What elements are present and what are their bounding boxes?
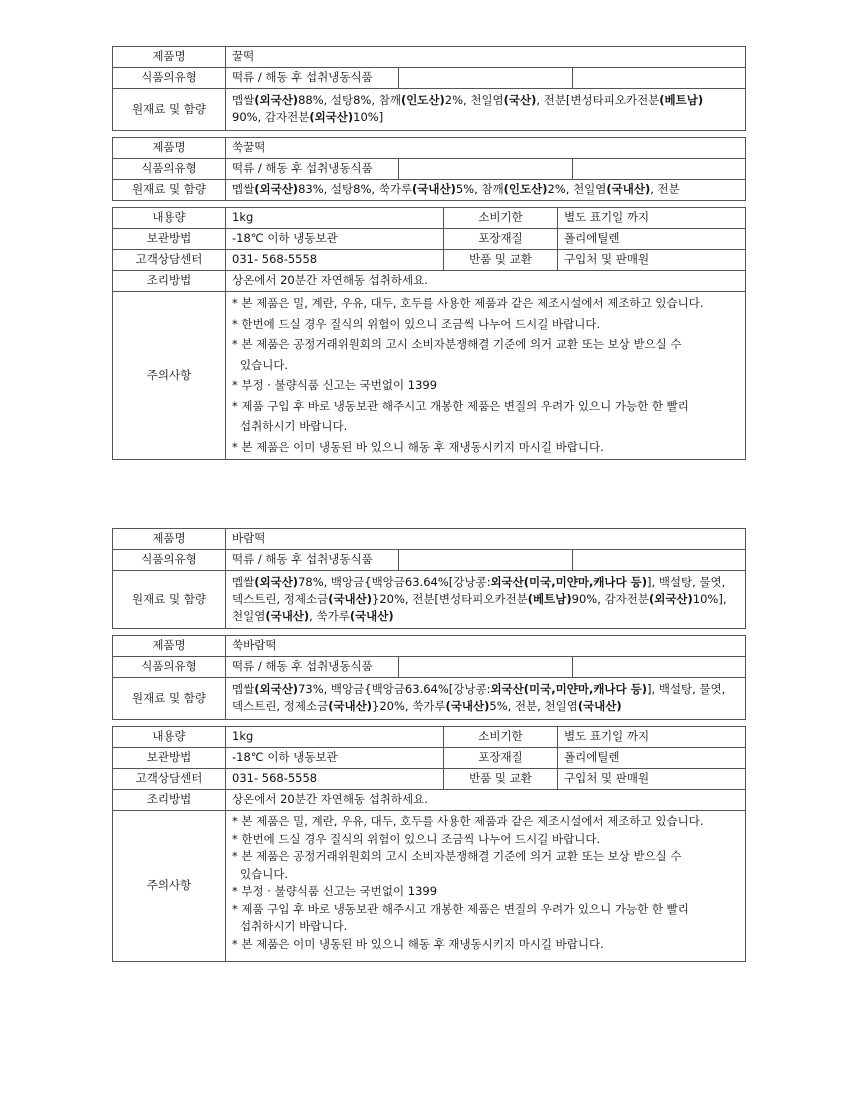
ingredients-label: 원재료 및 함량 [113,571,226,629]
product-name-label: 제품명 [113,47,226,68]
expiry-label: 소비기한 [444,727,558,748]
ingredients-value: 멥쌀(외국산)78%, 백앙금{백앙금63.64%[강낭콩:외국산(미국,미얀마,캐나다 등)], 백설탕, 물엿, 덱스트린, 정제소금(국내산)}20%, 전분[변성타피오카전분(베트남)90%, 감자전분(외국산)10%], 천일염(국내산), 쑥가루(국내산) [226,571,746,629]
customer-center-label: 고객상담센터 [113,250,226,271]
volume-label: 내용량 [113,727,226,748]
caution-notes [226,292,746,460]
product-name-label: 제품명 [113,529,226,550]
label-sheet-2 [112,528,746,962]
cooking-value: 상온에서 20분간 자연해동 섭취하세요. [226,790,746,811]
expiry-value: 별도 표기일 까지 [558,727,746,748]
empty-cell [399,159,572,180]
product-table-ssukggultteok [112,137,746,201]
customer-center-label: 고객상담센터 [113,769,226,790]
product-name-value: 쑥꿀떡 [226,138,746,159]
return-label: 반품 및 교환 [444,250,558,271]
product-name-label: 제품명 [113,636,226,657]
storage-label: 보관방법 [113,229,226,250]
caution-note: * 부정 · 불량식품 신고는 국번없이 1399 [232,884,438,898]
empty-cell [399,657,572,678]
caution-note-continued: 섭취하시기 바랍니다. [240,419,348,433]
food-type-value: 떡류 / 해동 후 섭취냉동식품 [226,68,399,89]
caution-note: * 한번에 드실 경우 질식의 위험이 있으니 조금씩 나누어 드시길 바랍니다. [232,831,601,846]
ingredients-value: 멥쌀(외국산)88%, 설탕8%, 참깨(인도산)2%, 천일염(국산), 전분[변성타피오카전분(베트남) 90%, 감자전분(외국산)10%] [226,89,746,131]
cooking-label: 조리방법 [113,271,226,292]
food-type-label: 식품의유형 [113,68,226,89]
caution-note: * 본 제품은 밀, 계란, 우유, 대두, 호두를 사용한 제품과 같은 제조시설에서 제조하고 있습니다. [232,296,704,310]
product-name-value: 바람떡 [226,529,746,550]
caution-note: * 본 제품은 이미 냉동된 바 있으니 해동 후 재냉동시키지 마시길 바랍니다. [232,936,604,951]
expiry-label: 소비기한 [444,208,558,229]
caution-note-continued: 있습니다. [240,866,289,881]
storage-value: -18℃ 이하 냉동보관 [226,748,444,769]
empty-cell [572,159,745,180]
cooking-value: 상온에서 20분간 자연해동 섭취하세요. [226,271,746,292]
caution-label: 주의사항 [113,292,226,460]
caution-note: * 제품 구입 후 바로 냉동보관 해주시고 개봉한 제품은 변질의 우려가 있으니 가능한 한 빨리 [232,398,689,413]
packaging-label: 포장재질 [444,748,558,769]
customer-center-value: 031- 568-5558 [226,250,444,271]
product-name-label: 제품명 [113,138,226,159]
volume-value: 1kg [226,208,444,229]
food-type-value: 떡류 / 해동 후 섭취냉동식품 [226,657,399,678]
return-value: 구입처 및 판매원 [558,769,746,790]
caution-note: * 본 제품은 공정거래위원회의 고시 소비자분쟁해결 기준에 의거 교환 또는 보상 받으실 수 [232,337,682,351]
expiry-value: 별도 표기일 까지 [558,208,746,229]
return-value: 구입처 및 판매원 [558,250,746,271]
food-type-label: 식품의유형 [113,159,226,180]
empty-cell [399,68,572,89]
info-table [112,207,746,460]
product-name-value: 꿀떡 [226,47,746,68]
food-type-value: 떡류 / 해동 후 섭취냉동식품 [226,159,399,180]
empty-cell [572,550,745,571]
empty-cell [399,550,572,571]
storage-value: -18℃ 이하 냉동보관 [226,229,444,250]
empty-cell [572,657,745,678]
caution-note: * 본 제품은 이미 냉동된 바 있으니 해동 후 재냉동시키지 마시길 바랍니다. [232,439,604,454]
caution-note: * 본 제품은 밀, 계란, 우유, 대두, 호두를 사용한 제품과 같은 제조시설에서 제조하고 있습니다. [232,814,704,828]
label-sheet-1 [112,46,746,460]
food-type-value: 떡류 / 해동 후 섭취냉동식품 [226,550,399,571]
volume-label: 내용량 [113,208,226,229]
food-type-label: 식품의유형 [113,657,226,678]
caution-note: * 본 제품은 공정거래위원회의 고시 소비자분쟁해결 기준에 의거 교환 또는 보상 받으실 수 [232,849,682,863]
ingredients-label: 원재료 및 함량 [113,180,226,201]
cooking-label: 조리방법 [113,790,226,811]
caution-notes [226,811,746,962]
caution-note: * 한번에 드실 경우 질식의 위험이 있으니 조금씩 나누어 드시길 바랍니다. [232,316,601,331]
ingredients-label: 원재료 및 함량 [113,89,226,131]
ingredients-label: 원재료 및 함량 [113,678,226,720]
packaging-label: 포장재질 [444,229,558,250]
food-type-label: 식품의유형 [113,550,226,571]
volume-value: 1kg [226,727,444,748]
ingredients-value: 멥쌀(외국산)83%, 설탕8%, 쑥가루(국내산)5%, 참깨(인도산)2%, 천일염(국내산), 전분 [226,180,746,201]
info-table [112,726,746,962]
caution-note-continued: 섭취하시기 바랍니다. [240,919,348,933]
return-label: 반품 및 교환 [444,769,558,790]
caution-label: 주의사항 [113,811,226,962]
product-table-ggultteok [112,46,746,131]
empty-cell [572,68,745,89]
product-name-value: 쑥바람떡 [226,636,746,657]
storage-label: 보관방법 [113,748,226,769]
product-table-baramtteok [112,528,746,629]
caution-note: * 부정 · 불량식품 신고는 국번없이 1399 [232,378,438,392]
caution-note-continued: 있습니다. [240,357,289,372]
packaging-value: 폴리에틸렌 [558,748,746,769]
caution-note: * 제품 구입 후 바로 냉동보관 해주시고 개봉한 제품은 변질의 우려가 있으니 가능한 한 빨리 [232,901,689,916]
ingredients-value: 멥쌀(외국산)73%, 백앙금{백앙금63.64%[강낭콩:외국산(미국,미얀마,캐나다 등)], 백설탕, 물엿, 덱스트린, 정제소금(국내산)}20%, 쑥가루(국내산)5%, 전분, 천일염(국내산) [226,678,746,720]
packaging-value: 폴리에틸렌 [558,229,746,250]
product-table-ssukbaramtteok [112,635,746,720]
customer-center-value: 031- 568-5558 [226,769,444,790]
